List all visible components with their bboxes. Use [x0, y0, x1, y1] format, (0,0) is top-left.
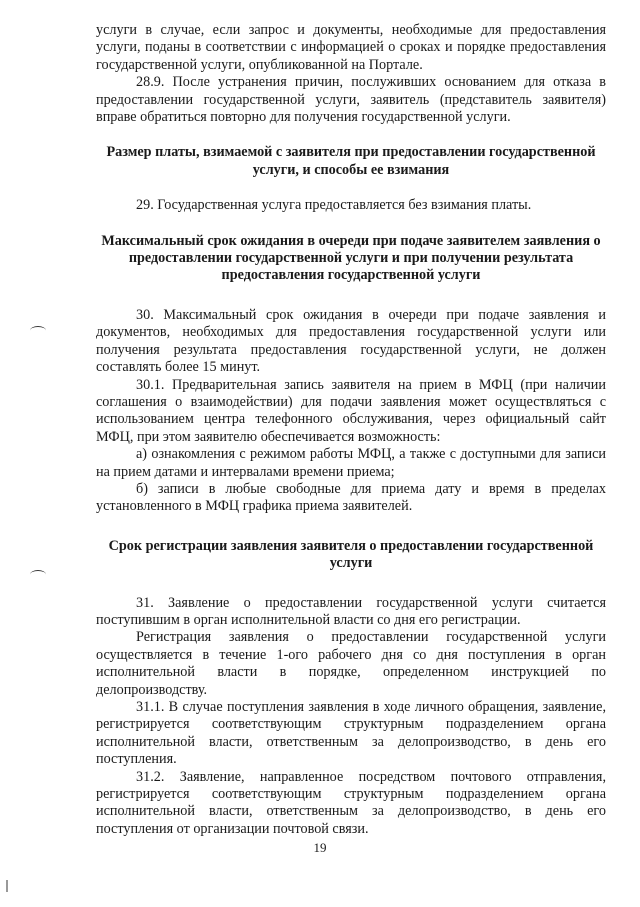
- paragraph-31-2: 31.2. Заявление, направленное посредством почтового отправления, регистрируется соответствующим структурным подразделением органа исполнительной власти, ответственным за делопроизводство, в день его поступления от организации почтовой связи.: [96, 768, 606, 837]
- paragraph-continuation: услуги в случае, если запрос и документы, необходимые для предоставления услуги, поданы в соответствии с информацией о сроках и порядке предоставления государственной услуги, опубликованной на Портале.: [96, 22, 606, 73]
- page-number: 19: [313, 840, 327, 855]
- paragraph-28-9: 28.9. После устранения причин, послуживших основанием для отказа в предоставлении государственной услуги, заявитель (представитель заявителя) вправе обратиться повторно для получения государственной услуги.: [96, 74, 606, 126]
- heading-wait-time: Максимальный срок ожидания в очереди при подаче заявителем заявления о предоставлении государственной услуги и при получении результата предоставления государственной услуги: [101, 232, 601, 284]
- paragraph-31-1: 31.1. В случае поступления заявления в ходе личного обращения, заявление, регистрируется соответствующим структурным подразделением органа исполнительной власти, ответственным за делопроизводство, в день его поступления.: [96, 699, 606, 768]
- scan-artifact: [6, 880, 8, 892]
- paragraph-31: 31. Заявление о предоставлении государственной услуги считается поступившим в орган исполнительной власти со дня его регистрации.: [96, 594, 606, 628]
- paragraph-30-1-b: б) записи в любые свободные для приема дату и время в пределах установленного в МФЦ графика приема заявителей.: [96, 480, 606, 515]
- paragraph-30-1-a: а) ознакомления с режимом работы МФЦ, а также с доступными для записи на прием датами и интервалами времени приема;: [96, 446, 606, 480]
- margin-mark: [30, 570, 46, 579]
- paragraph-29: 29. Государственная услуга предоставляется без взимания платы.: [136, 197, 532, 214]
- paragraph-31-registration: Регистрация заявления о предоставлении государственной услуги осуществляется в течение 1-ого рабочего дня со дня поступления в орган исполнительной власти в порядке, определенном инструкцией по делопроизводству.: [96, 629, 606, 698]
- paragraph-30: 30. Максимальный срок ожидания в очереди при подаче заявления и документов, необходимых для предоставления государственной услуги или получения результата предоставления государственной услуги, не должен составлять более 15 минут.: [96, 306, 606, 376]
- paragraph-30-1: 30.1. Предварительная запись заявителя на прием в МФЦ (при наличии соглашения о взаимодействии) для подачи заявления может осуществляться с использованием центра телефонного обслуживания, через официальный сайт МФЦ, при этом заявителю обеспечивается возможность:: [96, 376, 606, 445]
- heading-registration: Срок регистрации заявления заявителя о предоставлении государственной услуги: [108, 537, 594, 572]
- margin-mark: [30, 326, 46, 335]
- heading-fee: Размер платы, взимаемой с заявителя при предоставлении государственной услуги, и способы ее взимания: [106, 144, 596, 178]
